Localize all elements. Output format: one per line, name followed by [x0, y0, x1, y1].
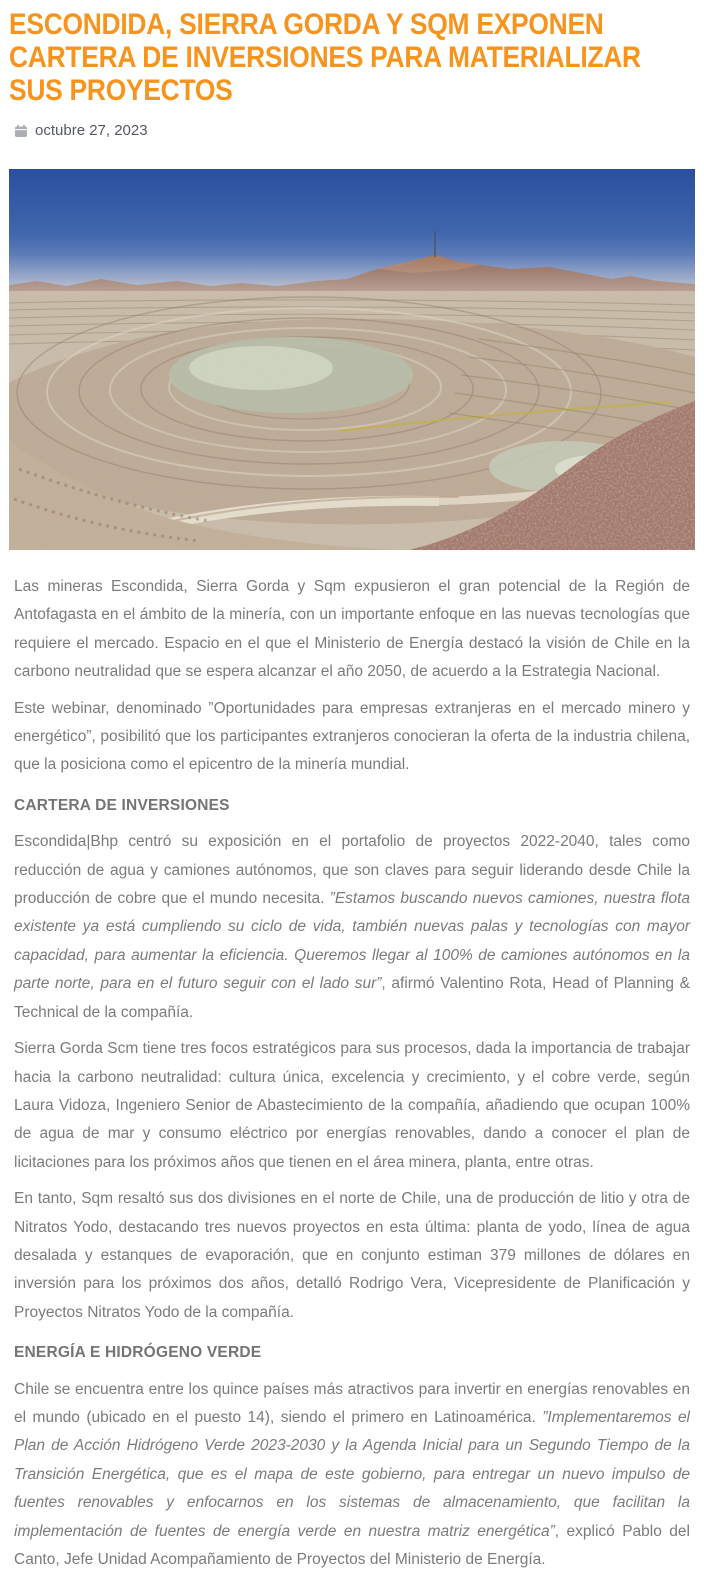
paragraph-sierra-gorda: Sierra Gorda Scm tiene tres focos estratégicos para sus procesos, dada la importancia de trabajar hacia la carbono neutralidad: cultura única, excelencia y crecimiento, y el cobre verde, según Laura Vidoza, Ingeniero Senior de Abastecimiento de la compañía, añadiendo que ocupan 100% de agua de mar y consumo eléctrico por energías renovables, dando a conocer el plan de licitaciones para los próximos años que tienen en el área minera, planta, entre otras.: [14, 1040, 690, 1171]
paragraph-webinar: Este webinar, denominado ”Oportunidades para empresas extranjeras en el mercado minero y energético”, posibilitó que los participantes extranjeros conocieran la oferta de la industria chilena, que la posiciona como el epicentro de la minería mundial.: [14, 699, 690, 774]
quote-segment: ”Estamos buscando nuevos camiones, nuestra flota existente ya está cumpliendo su ciclo de vida, también nuevas palas y tecnologías con mayor capacidad, para aumentar la eficiencia. Queremos llegar al 100% de camiones autónomos en la parte norte, para en el futuro seguir con el lado sur”: [14, 890, 690, 993]
section-heading-energia: ENERGÍA E HIDRÓGENO VERDE: [14, 1344, 262, 1362]
hero-image: [9, 169, 695, 550]
paragraph-intro: Las mineras Escondida, Sierra Gorda y Sqm expusieron el gran potencial de la Región de Antofagasta en el ámbito de la minería, con un importante enfoque en las nuevas tecnologías que requiere el mercado. Espacio en el que el Ministerio de Energía destacó la visión de Chile en la carbono neutralidad que se espera alcanzar el año 2050, de acuerdo a la Estrategia Nacional.: [14, 578, 690, 681]
text-segment: Escondida|Bhp centró su exposición en el portafolio de proyectos 2022-2040, tales como reducción de agua y camiones autónomos, que son claves para seguir liderando desde Chile la producción de cobre que el mundo necesita.: [14, 833, 690, 908]
calendar-icon: [14, 124, 28, 138]
article-date: octubre 27, 2023: [35, 122, 148, 139]
quote-segment: ”Implementaremos el Plan de Acción Hidrógeno Verde 2023-2030 y la Agenda Inicial para un Segundo Tiempo de la Transición Energética, que es el mapa de este gobierno, para entregar un nuevo impulso de fuentes renovables y enfocarnos en los sistemas de almacenamiento, que facilitan la implementación de fuentes de energía verde en nuestra matriz energética”: [14, 1408, 691, 1540]
paragraph-hidrogeno: [14, 1376, 690, 1574]
text-segment: Chile se encuentra entre los quince países más atractivos para invertir en energías renovables en el mundo (ubicado en el puesto 14), siendo el primero en Latinoamérica.: [14, 1380, 690, 1426]
section-heading-cartera: CARTERA DE INVERSIONES: [14, 796, 230, 814]
paragraph-escondida: [14, 828, 690, 1027]
article-title: ESCONDIDA, SIERRA GORDA Y SQM EXPONEN CARTERA DE INVERSIONES PARA MATERIALIZAR SUS PROYECTOS: [9, 8, 641, 107]
paragraph-sqm: En tanto, Sqm resaltó sus dos divisiones en el norte de Chile, una de producción de litio y otra de Nitratos Yodo, destacando tres nuevos proyectos en esta última: planta de yodo, línea de agua desalada y estanques de evaporación, que en conjunto estiman 379 millones de dólares en inversión para los próximos dos años, detalló Rodrigo Vera, Vicepresidente de Planificación y Proyectos Nitratos Yodo de la compañía.: [14, 1190, 690, 1321]
article-meta: [14, 122, 704, 139]
article-body: [14, 573, 690, 1574]
text-segment: , explicó Pablo del Canto, Jefe Unidad Acompañamiento de Proyectos del Ministerio de Energía.: [14, 1522, 690, 1568]
text-segment: , afirmó Valentino Rota, Head of Planning & Technical de la compañía.: [14, 975, 690, 1021]
article-page: [0, 8, 704, 1574]
